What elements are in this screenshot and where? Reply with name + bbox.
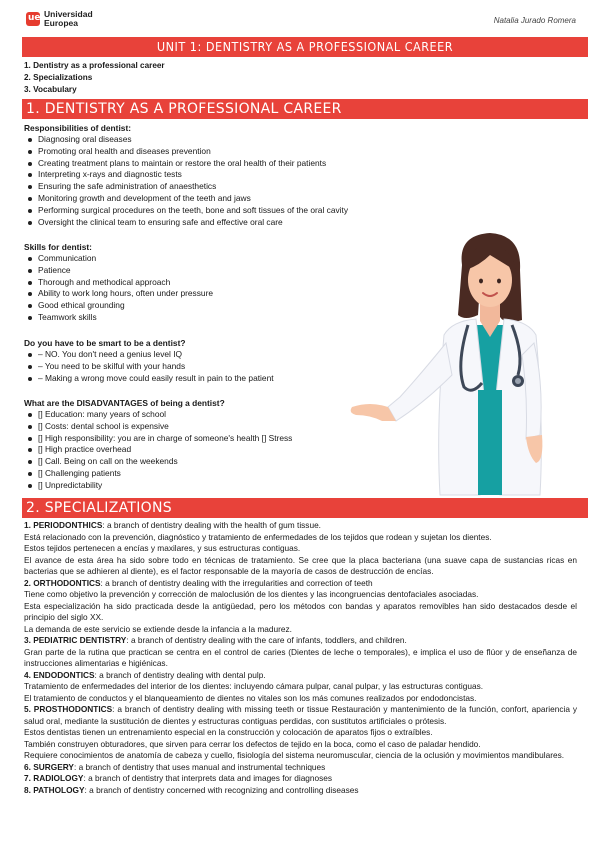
spec-paragraph bbox=[24, 773, 577, 785]
list-item: [] Unpredictability bbox=[24, 480, 292, 492]
spec-description: : a branch of dentistry concerned with recognizing and controlling diseases bbox=[84, 784, 359, 795]
list-item: Communication bbox=[24, 253, 213, 265]
spec-heading: 6. SURGERY bbox=[24, 761, 74, 772]
spec-paragraph: Estos dentistas tienen un entrenamiento especial en la construcción y colocación de aparatos fijos o extraíbles. bbox=[24, 727, 433, 737]
spec-heading: 7. RADIOLOGY bbox=[24, 773, 84, 783]
list-item: Ability to work long hours, often under pressure bbox=[24, 288, 213, 300]
list-item: Teamwork skills bbox=[24, 312, 213, 324]
spec-paragraph bbox=[24, 635, 577, 647]
list-item: Interpreting x-rays and diagnostic tests bbox=[24, 169, 348, 181]
skills-block bbox=[24, 242, 213, 324]
list-item: Thorough and methodical approach bbox=[24, 277, 213, 289]
spec-paragraph bbox=[24, 762, 577, 774]
spec-description: : a branch of dentistry dealing with dental pulp. bbox=[94, 669, 266, 680]
spec-description: : a branch of dentistry dealing with missing teeth or tissue Restauración y mantenimiento de la función, confort, apariencia y salud oral, mediante la sustitución de dientes y estructuras contiguas perdidas, con sustitutos artificiales o prótesis. bbox=[24, 704, 577, 726]
list-item: [] Challenging patients bbox=[24, 468, 292, 480]
list-item: [] Costs: dental school is expensive bbox=[24, 421, 292, 433]
spec-heading: 2. ORTHODONTICS bbox=[24, 577, 101, 588]
spec-heading: 5. PROSTHODONTICS bbox=[24, 704, 113, 714]
list-item: [] High practice overhead bbox=[24, 444, 292, 456]
spec-description: : a branch of dentistry that uses manual and instrumental techniques bbox=[73, 761, 326, 772]
list-item: Ensuring the safe administration of anaesthetics bbox=[24, 181, 348, 193]
list-item: Creating treatment plans to maintain or restore the oral health of their patients bbox=[24, 158, 348, 170]
list-item: Good ethical grounding bbox=[24, 300, 213, 312]
spec-heading: 3. PEDIATRIC DENTISTRY bbox=[24, 635, 127, 645]
list-item: [] High responsibility: you are in charge of someone's health [] Stress bbox=[24, 433, 292, 445]
smart-heading: Do you have to be smart to be a dentist? bbox=[24, 338, 186, 348]
responsibilities-heading: Responsibilities of dentist: bbox=[24, 123, 132, 133]
toc-item: 3. Vocabulary bbox=[24, 85, 77, 94]
list-item: – NO. You don't need a genius level IQ bbox=[24, 349, 274, 361]
university-logo bbox=[26, 10, 93, 28]
list-item: [] Education: many years of school bbox=[24, 409, 292, 421]
list-item: Oversight the clinical team to ensuring safe and effective oral care bbox=[24, 217, 348, 229]
disadvantages-block bbox=[24, 398, 292, 492]
toc-item: 1. Dentistry as a professional career bbox=[24, 61, 165, 70]
spec-paragraph: El tratamiento de conductos y el blanqueamiento de dientes no vitales son los más comunes realizados por endodoncistas. bbox=[24, 692, 477, 703]
specializations-text bbox=[24, 520, 577, 796]
spec-description: : a branch of dentistry dealing with the irregularities and correction of teeth bbox=[100, 577, 373, 588]
spec-paragraph bbox=[24, 578, 577, 590]
spec-heading: 4. ENDODONTICS bbox=[24, 669, 95, 680]
spec-paragraph: Requiere conocimientos de anatomía de cabeza y cuello, fisiología del sistema neuromuscular, ciencia de la oclusión y movimientos mandibulares. bbox=[24, 750, 565, 760]
spec-description: : a branch of dentistry that interprets data and images for diagnoses bbox=[83, 773, 333, 783]
doctor-illustration bbox=[340, 225, 560, 500]
spec-description: : a branch of dentistry dealing with the care of infants, toddlers, and children. bbox=[126, 635, 407, 645]
spec-paragraph bbox=[24, 704, 577, 727]
spec-paragraph bbox=[24, 670, 577, 682]
spec-heading: 1. PERIODONTHICS bbox=[24, 520, 103, 530]
responsibilities-block bbox=[24, 123, 348, 228]
spec-description: : a branch of dentistry dealing with the health of gum tissue. bbox=[102, 520, 321, 530]
spec-paragraph: Esta especialización ha sido practicada desde la antigüedad, pero los métodos con bandas y aparatos removibles han sido destacados desde el principio del siglo XX. bbox=[24, 600, 577, 622]
disadvantages-heading: What are the DISADVANTAGES of being a dentist? bbox=[24, 398, 225, 408]
spec-paragraph: Está relacionado con la prevención, diagnóstico y tratamiento de enfermedades de los tejidos que rodean y sujetan los dientes. bbox=[24, 531, 492, 542]
spec-paragraph: Estos tejidos pertenecen a encías y maxilares, y sus estructuras contiguas. bbox=[24, 543, 301, 553]
spec-paragraph bbox=[24, 520, 577, 532]
logo-mark-icon: ue bbox=[26, 12, 40, 26]
list-item: Performing surgical procedures on the teeth, bone and soft tissues of the oral cavity bbox=[24, 205, 348, 217]
smart-block bbox=[24, 338, 274, 384]
section1-title: 1. DENTISTRY AS A PROFESSIONAL CAREER bbox=[22, 99, 588, 119]
list-item: Diagnosing oral diseases bbox=[24, 134, 348, 146]
spec-paragraph: Tratamiento de enfermedades del interior de los dientes: incluyendo cámara pulpar, canal pulpar, y las estructuras contiguas. bbox=[24, 681, 484, 691]
spec-paragraph: También construyen obturadores, que sirven para cerrar los defectos de tejido en la boca, como el caso de paladar hendido. bbox=[24, 738, 481, 749]
list-item: [] Call. Being on call on the weekends bbox=[24, 456, 292, 468]
list-item: – Making a wrong move could easily result in pain to the patient bbox=[24, 373, 274, 385]
logo-text: Universidad Europea bbox=[44, 9, 93, 28]
spec-paragraph bbox=[24, 785, 577, 797]
skills-heading: Skills for dentist: bbox=[24, 242, 92, 252]
spec-paragraph: El avance de esta área ha sido sobre todo en técnicas de tratamiento. Se cree que la placa bacteriana (una suave capa de sustancias ricas en bacterias que se adhieren al diente), es el factor responsable de la mayoría de casos de destrucción de encías. bbox=[24, 554, 577, 576]
section2-title: 2. SPECIALIZATIONS bbox=[22, 498, 588, 518]
list-item: Patience bbox=[24, 265, 213, 277]
list-item: Monitoring growth and development of the teeth and jaws bbox=[24, 193, 348, 205]
spec-paragraph: La demanda de este servicio se extiende desde la infancia a la madurez. bbox=[24, 623, 292, 634]
author-name: Natalia Jurado Romera bbox=[493, 16, 576, 25]
table-of-contents bbox=[24, 60, 165, 96]
list-item: Promoting oral health and diseases prevention bbox=[24, 146, 348, 158]
toc-item: 2. Specializations bbox=[24, 73, 93, 82]
spec-paragraph: Tiene como objetivo la prevención y corrección de maloclusión de los dientes y las incongruencias dentofaciales asociadas. bbox=[24, 589, 479, 599]
spec-paragraph: Gran parte de la rutina que practican se centra en el control de caries (Dientes de leche o temporales), e implica el uso de flúor y de enseñanza de instrucciones alimentarias e higiénicas. bbox=[24, 646, 577, 668]
page-header bbox=[0, 0, 600, 36]
list-item: – You need to be skilful with your hands bbox=[24, 361, 274, 373]
unit-title: UNIT 1: DENTISTRY AS A PROFESSIONAL CAREER bbox=[22, 37, 588, 57]
spec-heading: 8. PATHOLOGY bbox=[24, 784, 85, 795]
